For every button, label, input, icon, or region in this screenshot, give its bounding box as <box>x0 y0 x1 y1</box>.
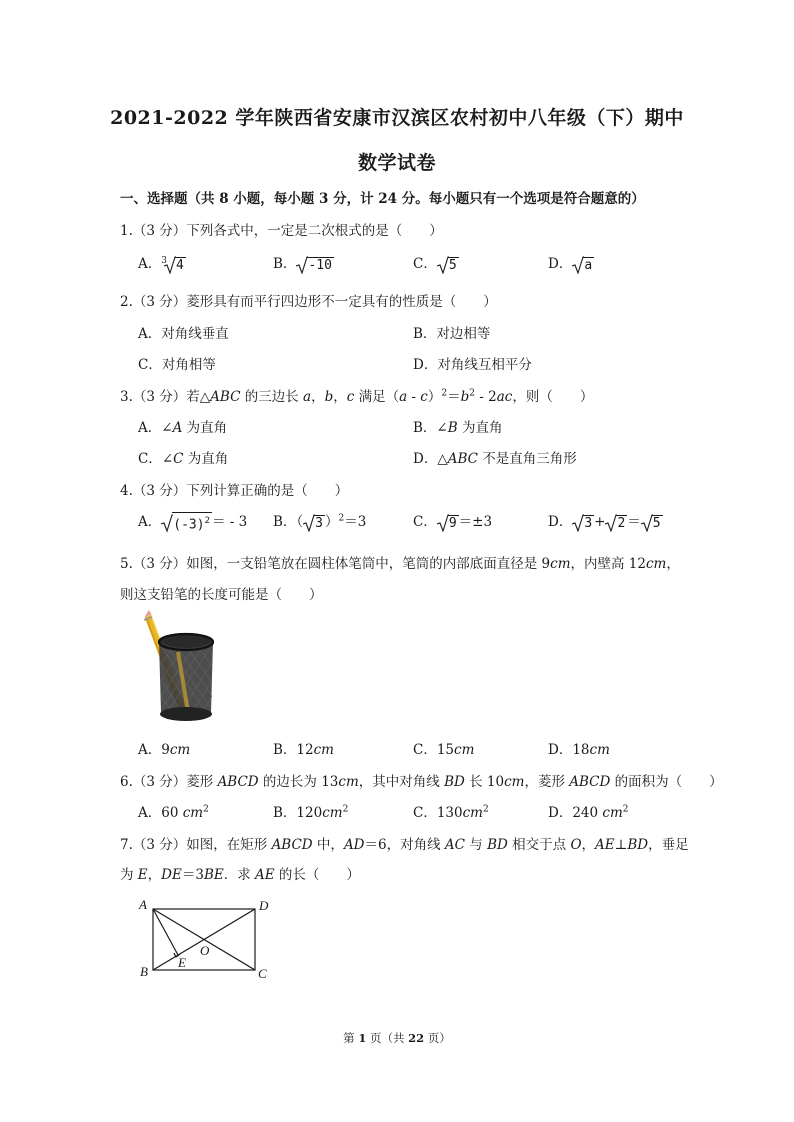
q6-option-b <box>273 801 348 821</box>
q6-d-exponent: 2 <box>622 804 629 815</box>
q3-text: ， <box>333 389 347 405</box>
footer-text: 页） <box>424 1031 451 1045</box>
q4-c-post: ＝±3 <box>458 514 493 530</box>
q4-a-rad-text: (-3) <box>173 517 205 533</box>
q7-var: AE <box>255 867 275 883</box>
q3-a-post: 为直角 <box>182 420 228 436</box>
q5-c-num: C．15 <box>413 742 455 758</box>
q6-var: BD <box>444 774 465 790</box>
q7-text: ＝3 <box>181 867 204 883</box>
q4-option-c <box>413 510 492 532</box>
q6-option-d <box>548 801 629 821</box>
q7-text: ， <box>147 867 162 883</box>
q6-text: 的边长为 13 <box>258 774 339 790</box>
q3-var: ABC <box>210 389 241 405</box>
q3-var: ac <box>496 389 513 405</box>
q6-b-num: B．120 <box>273 805 323 821</box>
q3-b-var: B <box>447 420 458 436</box>
q5-d-num: D．18 <box>548 742 590 758</box>
q2-option-a: A．对角线垂直 <box>138 326 229 342</box>
q1-a-cube-root <box>161 256 186 274</box>
q6-unit: cm <box>338 774 359 790</box>
footer-total-pages: 22 <box>408 1031 425 1045</box>
q4-option-d <box>548 510 663 532</box>
q3-c-var: C <box>173 451 184 467</box>
q6-c-unit: cm <box>462 805 483 821</box>
footer-page-number: 1 <box>358 1031 367 1045</box>
q4-a-post: ＝ - 3 <box>211 514 248 530</box>
q4-c-label: C． <box>413 514 437 530</box>
q2-option-d: D．对角线互相平分 <box>413 357 532 373</box>
q1-d-label: D． <box>548 256 573 272</box>
question-7-stem-line1 <box>120 833 689 853</box>
footer-text: 页（共 <box>366 1031 409 1045</box>
q5-text: ， <box>666 556 680 572</box>
q1-option-c <box>413 252 459 274</box>
q4-a-radicand <box>172 512 212 533</box>
page-footer <box>0 1030 794 1046</box>
q4-d-label: D． <box>548 514 573 530</box>
pencil-holder-figure <box>134 608 224 726</box>
q5-option-d <box>548 738 610 758</box>
q6-d-num: D．240 <box>548 805 603 821</box>
question-3-stem <box>120 385 593 405</box>
q6-d-unit: cm <box>602 805 623 821</box>
q1-a-index: 3 <box>161 255 167 266</box>
q6-text: 长 10 <box>464 774 505 790</box>
q5-d-unit: cm <box>589 742 610 758</box>
q7-text: ＝6，对角线 <box>364 837 445 853</box>
q3-text: 的三边长 <box>240 389 303 405</box>
q4-b-label: B．（ <box>273 514 304 530</box>
q7-var: E <box>137 867 148 883</box>
question-4-stem: 4.（3 分）下列计算正确的是（ ） <box>120 483 349 499</box>
q3-option-d <box>413 447 577 467</box>
q5-c-unit: cm <box>454 742 475 758</box>
q6-option-c <box>413 801 489 821</box>
q3-b-pre: B．∠ <box>413 420 448 436</box>
q3-exponent: 2 <box>441 388 448 399</box>
q4-a-label: A． <box>138 514 162 530</box>
q7-var: ABCD <box>271 837 313 853</box>
q7-var: BD <box>627 837 649 853</box>
q2-option-b: B．对边相等 <box>413 326 491 342</box>
q4-b-post2: ＝3 <box>344 514 367 530</box>
q3-option-c <box>138 447 228 467</box>
q1-b-radicand: -10 <box>308 257 332 273</box>
q5-b-num: B．12 <box>273 742 314 758</box>
label-c: C <box>258 966 267 981</box>
q5-unit: cm <box>646 556 667 572</box>
q4-d-root2 <box>605 514 627 532</box>
q1-b-label: B． <box>273 256 297 272</box>
q4-d-radicand2: 2 <box>617 515 626 531</box>
q3-text: 3.（3 分）若△ <box>120 389 211 405</box>
q6-var: ABCD <box>569 774 611 790</box>
q6-text: 的面积为（ ） <box>610 774 723 790</box>
q5-b-unit: cm <box>313 742 334 758</box>
label-d: D <box>259 898 269 913</box>
q3-var: b <box>324 389 334 405</box>
q6-text: ，其中对角线 <box>358 774 445 790</box>
q3-var: a <box>399 389 408 405</box>
q4-d-radicand1: 3 <box>584 515 593 531</box>
q7-var: AC <box>444 837 465 853</box>
q6-b-exponent: 2 <box>342 804 349 815</box>
footer-text: 第 <box>343 1031 359 1045</box>
q6-a-num: A．60 <box>138 805 183 821</box>
q1-c-radicand: 5 <box>448 257 457 273</box>
q4-d-plus: + <box>594 514 606 530</box>
q3-text: ＝ <box>447 389 461 405</box>
q5-option-c <box>413 738 474 758</box>
q4-option-a <box>138 510 247 534</box>
q5-text: 5.（3 分）如图，一支铅笔放在圆柱体笔筒中，笔筒的内部底面直径是 9 <box>120 556 551 572</box>
q3-text: ， <box>311 389 325 405</box>
q6-option-a <box>138 801 209 821</box>
q6-a-exponent: 2 <box>203 804 209 815</box>
q7-text: 为 <box>120 867 138 883</box>
q4-b-root <box>303 514 325 532</box>
q3-option-a <box>138 416 227 436</box>
q7-text: 的长（ ） <box>274 867 360 883</box>
q7-var: AD <box>343 837 365 853</box>
q5-option-a <box>138 738 190 758</box>
q7-text: 相交于点 <box>507 837 571 853</box>
q6-text: 6.（3 分）菱形 <box>120 774 218 790</box>
q1-b-root <box>296 256 333 274</box>
q7-var: BE <box>203 867 224 883</box>
q1-a-label: A． <box>138 256 162 272</box>
q6-b-unit: cm <box>322 805 343 821</box>
q7-var: BD <box>487 837 508 853</box>
q5-unit: cm <box>550 556 571 572</box>
q3-d-pre: D．△ <box>413 451 448 467</box>
cylinder-holder-icon <box>159 634 213 721</box>
question-5-stem-line1 <box>120 552 680 572</box>
q3-b-post: 为直角 <box>457 420 503 436</box>
q7-text: ， <box>581 837 596 853</box>
q3-text: - 2 <box>474 389 497 405</box>
q7-var: AE <box>595 837 615 853</box>
q3-var: b <box>460 389 470 405</box>
question-7-stem-line2 <box>120 863 360 883</box>
q3-text: ） <box>427 389 442 405</box>
q4-d-eq: ＝ <box>627 514 641 530</box>
q4-c-root <box>437 514 459 532</box>
q4-c-radicand: 9 <box>448 515 457 531</box>
q4-a-exponent: 2 <box>204 516 210 527</box>
q7-text: 7.（3 分）如图，在矩形 <box>120 837 272 853</box>
question-2-stem: 2.（3 分）菱形具有而平行四边形不一定具有的性质是（ ） <box>120 294 497 310</box>
q3-a-var: A <box>172 420 183 436</box>
q3-option-b <box>413 416 502 436</box>
q5-a-unit: cm <box>169 742 191 758</box>
q3-d-var: ABC <box>447 451 478 467</box>
q4-b-post: ） <box>325 514 339 530</box>
question-5-stem-line2: 则这支铅笔的长度可能是（ ） <box>120 587 323 603</box>
q4-b-exponent: 2 <box>338 513 345 524</box>
question-1-stem: 1.（3 分）下列各式中，一定是二次根式的是（ ） <box>120 223 443 239</box>
q6-var: ABCD <box>217 774 259 790</box>
q6-text: ，菱形 <box>524 774 570 790</box>
label-b: B <box>140 964 148 979</box>
question-6-stem <box>120 770 723 790</box>
q5-a-num: A．9 <box>138 742 170 758</box>
q1-d-root <box>572 256 594 274</box>
q3-var: a <box>303 389 312 405</box>
q3-var: c <box>420 389 428 405</box>
label-e: E <box>178 955 186 970</box>
q7-text: ．求 <box>223 867 256 883</box>
q3-text: - <box>407 389 421 405</box>
q4-b-radicand: 3 <box>315 515 323 531</box>
q7-text: 与 <box>465 837 488 853</box>
q1-option-b <box>273 252 334 274</box>
q1-c-label: C． <box>413 256 437 272</box>
page-title: 2021-2022 学年陕西省安康市汉滨区农村初中八年级（下）期中 <box>110 107 684 129</box>
q2-option-c: C．对角相等 <box>138 357 216 373</box>
q1-d-radicand: a <box>584 257 593 273</box>
q1-option-a <box>138 252 186 274</box>
q7-text: ，垂足 <box>648 837 689 853</box>
section-heading: 一、选择题（共 8 小题，每小题 3 分，计 24 分。每小题只有一个选项是符合题意的） <box>120 191 645 207</box>
label-o: O <box>200 943 210 958</box>
q3-text: 满足（ <box>354 389 400 405</box>
q4-d-root1 <box>572 514 594 532</box>
q6-c-exponent: 2 <box>482 804 489 815</box>
q7-var: O <box>570 837 582 853</box>
q4-d-radicand3: 5 <box>652 515 661 531</box>
q3-d-post: 不是直角三角形 <box>477 451 577 467</box>
q5-text: ，内壁高 12 <box>570 556 646 572</box>
q7-var: DE <box>161 867 182 883</box>
q3-exponent: 2 <box>469 388 475 399</box>
q1-a-radicand: 4 <box>175 257 184 273</box>
q3-c-pre: C．∠ <box>138 451 174 467</box>
q3-text: ，则（ ） <box>512 389 594 405</box>
q4-option-b <box>273 510 366 532</box>
q4-a-root <box>161 512 212 534</box>
q1-option-d <box>548 252 594 274</box>
label-a: A <box>139 897 147 912</box>
q6-unit: cm <box>504 774 525 790</box>
q7-text: ⊥ <box>614 837 628 853</box>
q6-c-num: C．130 <box>413 805 463 821</box>
q5-option-b <box>273 738 334 758</box>
q4-d-root3 <box>641 514 663 532</box>
rectangle-diagram <box>136 896 278 982</box>
q7-text: 中， <box>312 837 344 853</box>
q3-var: c <box>346 389 355 405</box>
q6-a-unit: cm <box>182 805 204 821</box>
q1-c-root <box>437 256 459 274</box>
page-subtitle: 数学试卷 <box>357 152 436 174</box>
q3-a-pre: A．∠ <box>138 420 173 436</box>
q3-c-post: 为直角 <box>183 451 229 467</box>
